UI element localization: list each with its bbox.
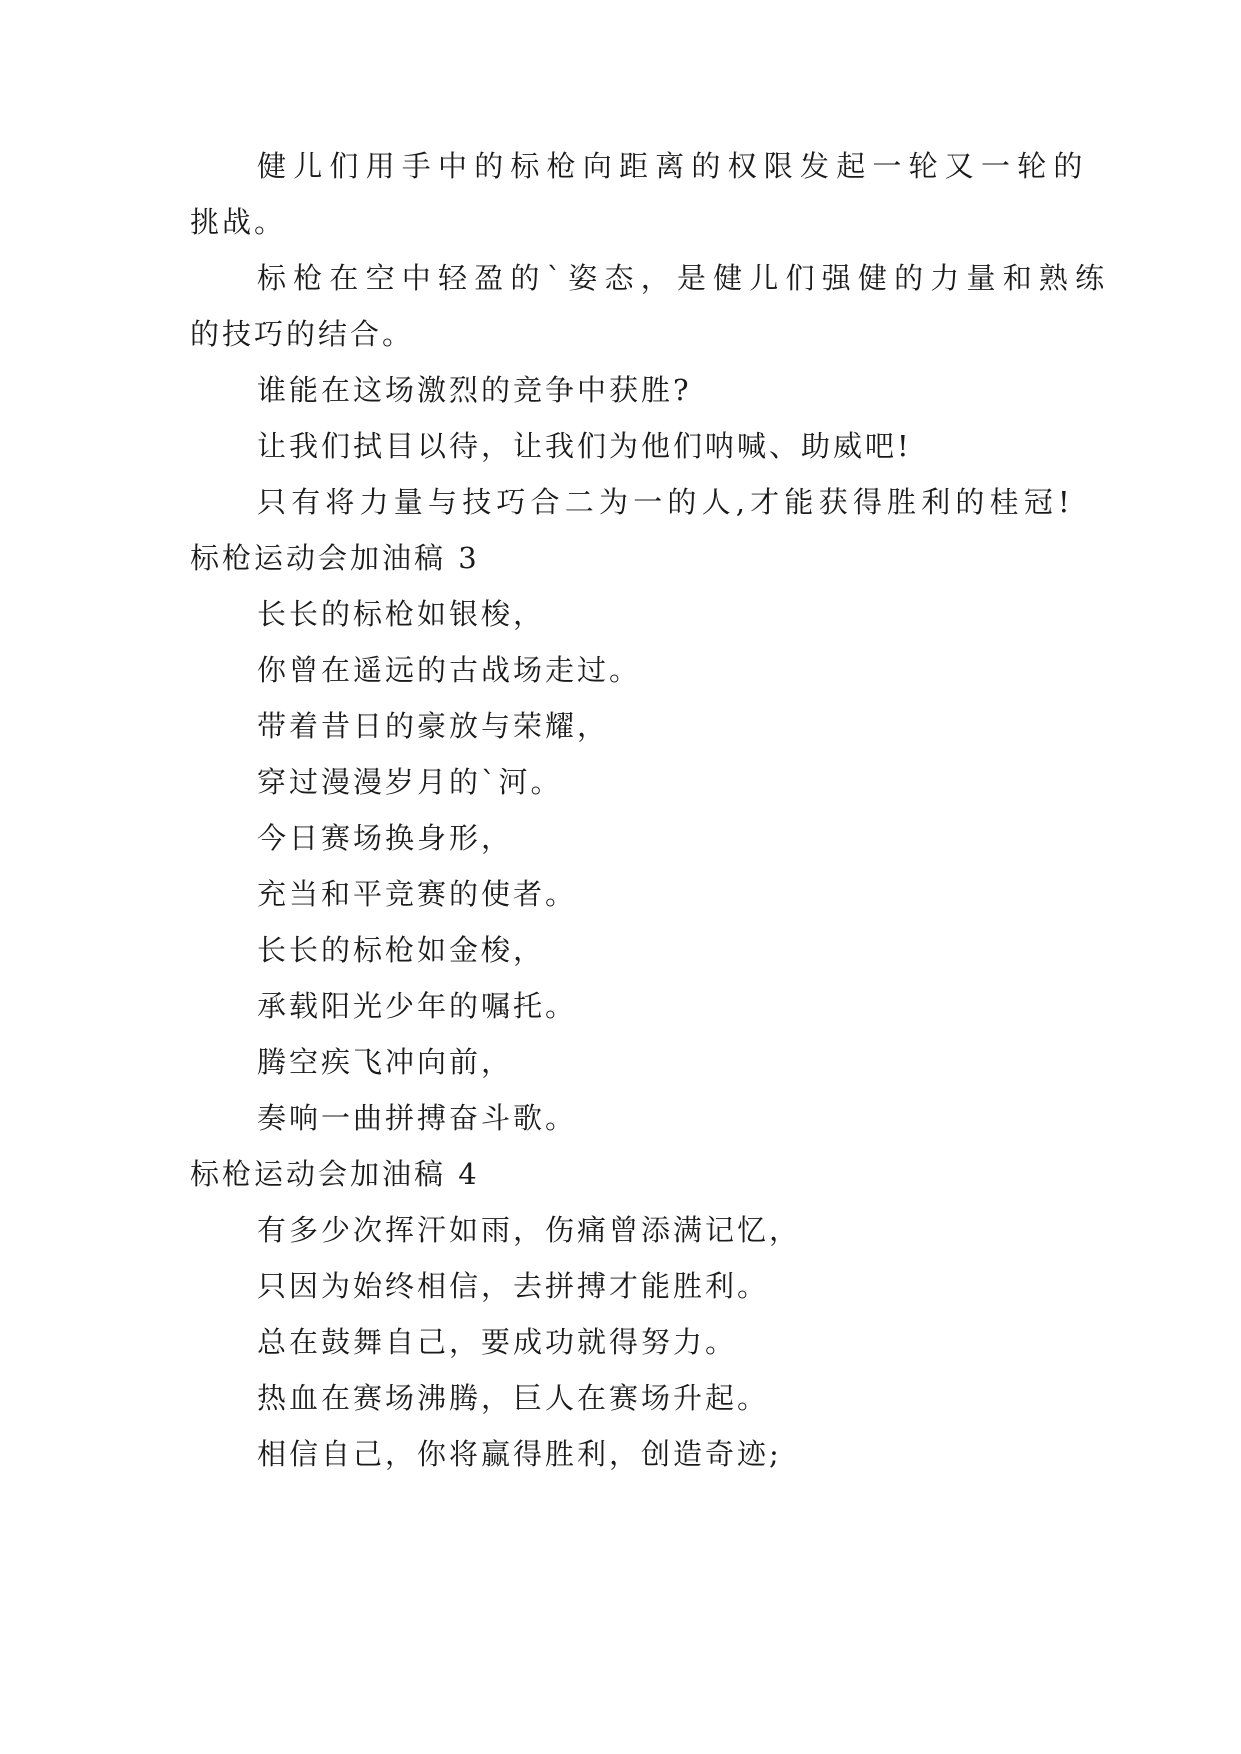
poem-line: 充当和平竞赛的使者。	[257, 877, 578, 911]
poem-line: 长长的标枪如银梭，	[257, 597, 546, 631]
paragraph-line: 健儿们用手中的标枪向距离的权限发起一轮又一轮的	[257, 149, 1090, 183]
paragraph-line: 的技巧的结合。	[190, 317, 415, 351]
paragraph-line: 谁能在这场激烈的竞争中获胜?	[257, 373, 692, 407]
paragraph-line: 挑战。	[190, 205, 287, 239]
section-heading: 标枪运动会加油稿 3	[190, 541, 480, 575]
paragraph-line: 只有将力量与技巧合二为一的人,才能获得胜利的桂冠!	[257, 485, 1075, 519]
section-heading: 标枪运动会加油稿 4	[190, 1157, 480, 1191]
poem-line: 带着昔日的豪放与荣耀，	[257, 709, 610, 743]
poem-line: 腾空疾飞冲向前，	[257, 1045, 514, 1079]
poem-line: 长长的标枪如金梭，	[257, 933, 546, 967]
paragraph-line: 有多少次挥汗如雨，伤痛曾添满记忆，	[257, 1213, 802, 1247]
poem-line: 奏响一曲拼搏奋斗歌。	[257, 1101, 578, 1135]
paragraph-line: 相信自己，你将赢得胜利，创造奇迹;	[257, 1437, 782, 1471]
paragraph-line: 让我们拭目以待，让我们为他们呐喊、助威吧!	[257, 429, 912, 463]
paragraph-line: 只因为始终相信，去拼搏才能胜利。	[257, 1269, 770, 1303]
poem-line: 承载阳光少年的嘱托。	[257, 989, 578, 1023]
paragraph-line: 标枪在空中轻盈的`姿态，是健儿们强健的力量和熟练	[257, 261, 1112, 295]
poem-line: 今日赛场换身形，	[257, 821, 514, 855]
paragraph-line: 热血在赛场沸腾，巨人在赛场升起。	[257, 1381, 770, 1415]
paragraph-line: 总在鼓舞自己，要成功就得努力。	[257, 1325, 738, 1359]
poem-line: 你曾在遥远的古战场走过。	[257, 653, 642, 687]
poem-line: 穿过漫漫岁月的`河。	[257, 765, 563, 799]
